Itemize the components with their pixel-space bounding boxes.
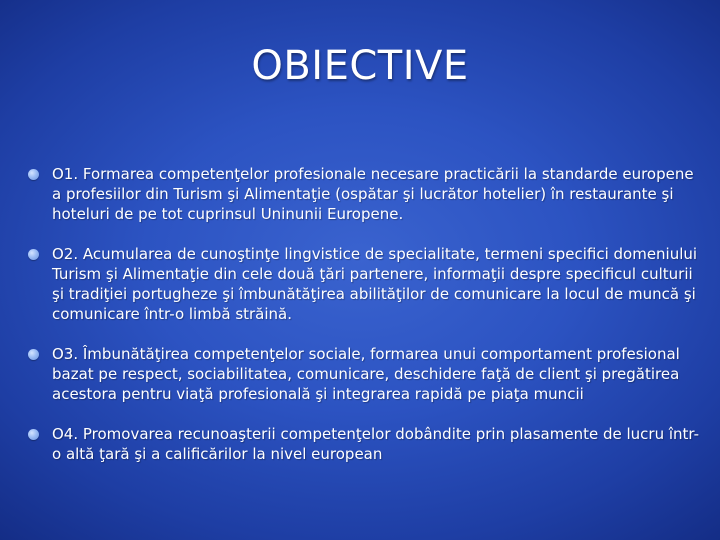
- objective-text: O1. Formarea competenţelor profesionale necesare practicării la standarde europene a profesiilor din Turism şi Alimentaţie (ospătar şi lucrător hotelier) în restaurante şi hoteluri de pe tot cuprinsul Uninunii Europene.: [52, 165, 694, 223]
- bullet-icon: [28, 169, 39, 180]
- objective-item-3: [26, 344, 706, 404]
- objective-item-1: [26, 164, 706, 224]
- slide-title: OBIECTIVE: [251, 43, 469, 89]
- objectives-list: [26, 164, 706, 484]
- bullet-icon: [28, 429, 39, 440]
- bullet-icon: [28, 349, 39, 360]
- objective-item-2: [26, 244, 706, 324]
- bullet-icon: [28, 249, 39, 260]
- objective-text: O4. Promovarea recunoaşterii competenţelor dobândite prin plasamente de lucru într-o altă ţară şi a calificărilor la nivel european: [52, 425, 700, 463]
- objective-text: O2. Acumularea de cunoştinţe lingvistice de specialitate, termeni specifici domeniului Turism şi Alimentaţie din cele două ţări partenere, informaţii despre specificul culturii şi tradiţiei portugheze şi îmbunătăţirea abilităţilor de comunicare la locul de muncă şi comunicare într-o limbă străină.: [52, 245, 698, 323]
- objective-text: O3. Îmbunătăţirea competenţelor sociale, formarea unui comportament profesional bazat pe respect, sociabilitatea, comunicare, deschidere faţă de client şi pregătirea acestora pentru viaţă profesională şi integrarea rapidă pe piaţa muncii: [52, 345, 680, 403]
- objective-item-4: [26, 424, 706, 464]
